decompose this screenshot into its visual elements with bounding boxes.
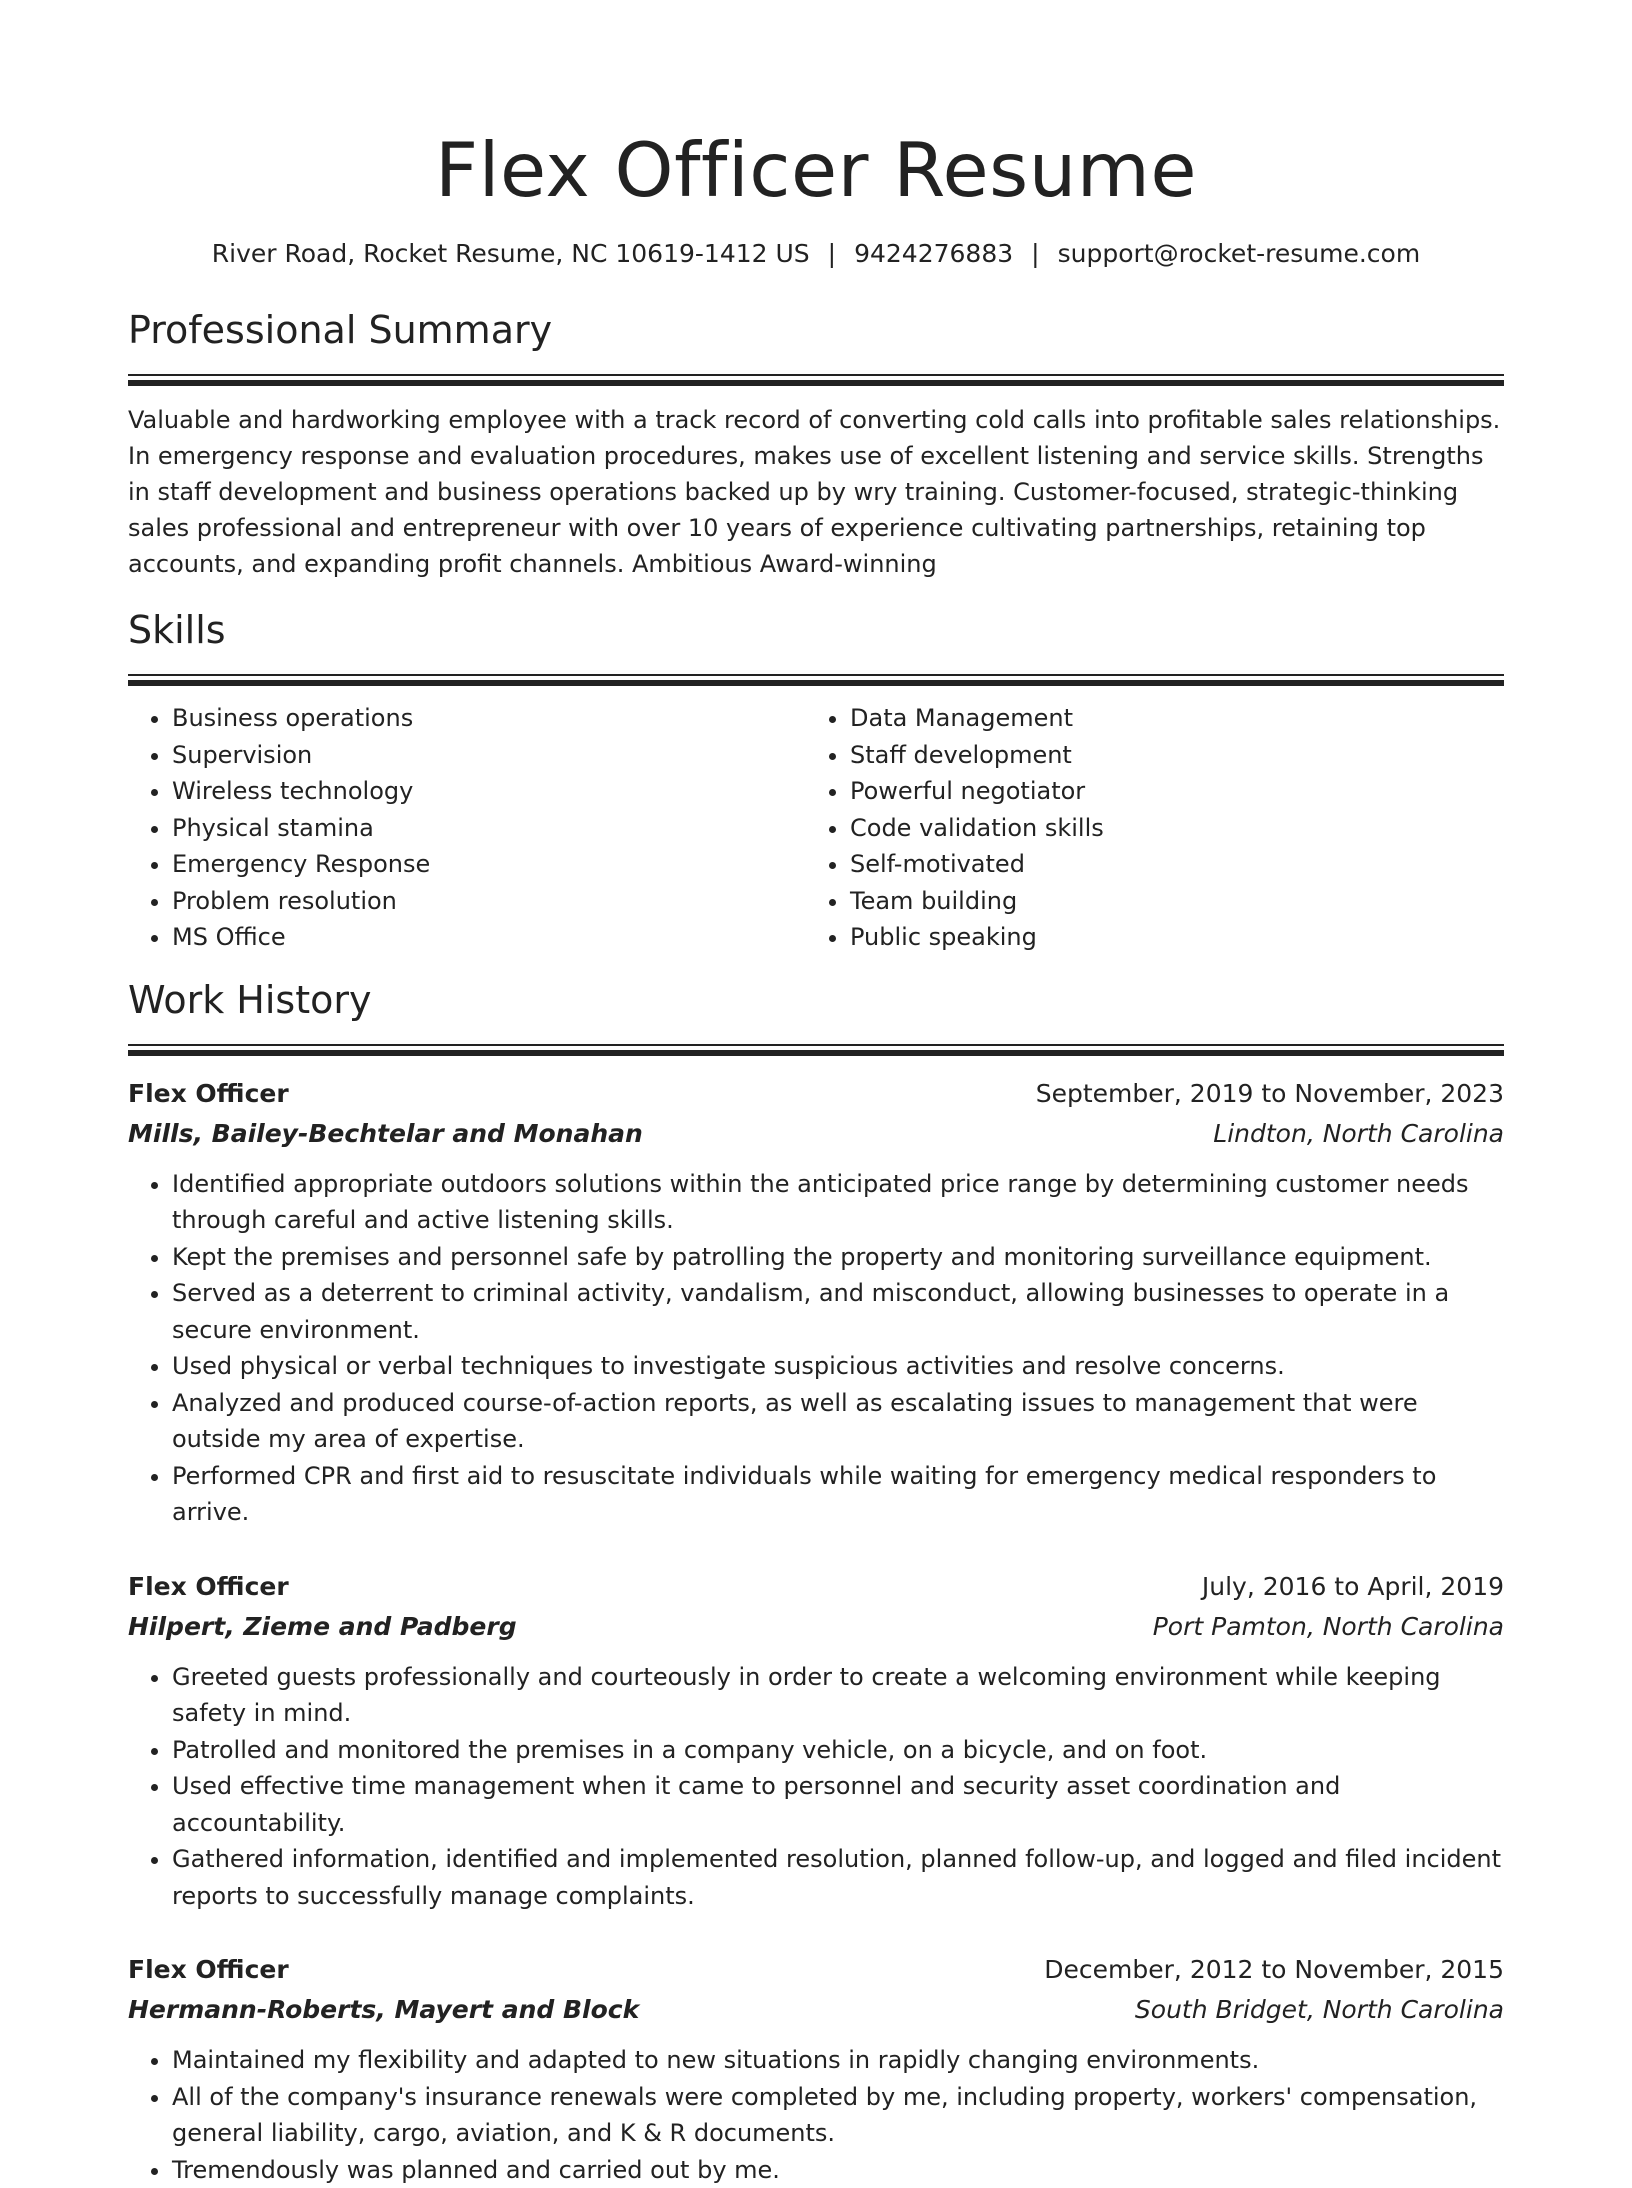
job-location: Lindton, North Carolina <box>1213 1114 1504 1154</box>
section-skills <box>128 606 1504 956</box>
job-dates: July, 2016 to April, 2019 <box>1202 1567 1504 1607</box>
job-bullet: • Performed CPR and first aid to resuscitate individuals while waiting for emergency medical responders to arrive. <box>172 1458 1504 1531</box>
skill-item: • MS Office <box>172 919 806 956</box>
job-bullet: • Identified appropriate outdoors solutions within the anticipated price range by determining customer needs through careful and active listening skills. <box>172 1166 1504 1239</box>
job-company-row <box>128 1607 1504 1647</box>
skill-item: • Team building <box>850 883 1484 920</box>
skill-item: • Public speaking <box>850 919 1484 956</box>
section-divider-thin <box>128 674 1504 676</box>
summary-text: Valuable and hardworking employee with a track record of converting cold calls into profitable sales relationships. In emergency response and evaluation procedures, makes use of excellent listening and service skills. Strengths in staff development and business operations backed up by wry training. Customer-focused, strategic-thinking sales professional and entrepreneur with over 10 years of experience cultivating partnerships, retaining top accounts, and expanding profit channels. Ambitious Award-winning <box>128 402 1504 582</box>
skill-item: • Business operations <box>172 700 806 737</box>
job-bullet: • Greeted guests professionally and courteously in order to create a welcoming environment while keeping safety in mind. <box>172 1659 1504 1732</box>
job-bullets <box>128 1166 1504 1531</box>
section-divider-thin <box>128 374 1504 376</box>
section-divider-thick <box>128 380 1504 386</box>
contact-line <box>128 236 1504 272</box>
skill-item: • Emergency Response <box>172 846 806 883</box>
job-location: Port Pamton, North Carolina <box>1153 1607 1504 1647</box>
contact-phone: 9424276883 <box>854 239 1013 268</box>
job-bullet: • Maintained my flexibility and adapted to new situations in rapidly changing environments. <box>172 2042 1504 2079</box>
skill-item: • Powerful negotiator <box>850 773 1484 810</box>
job-company: Hermann-Roberts, Mayert and Block <box>128 1990 639 2030</box>
skill-item: • Physical stamina <box>172 810 806 847</box>
job-bullet: • Kept the premises and personnel safe by patrolling the property and monitoring surveillance equipment. <box>172 1239 1504 1276</box>
skills-columns <box>128 700 1504 956</box>
section-work-history <box>128 976 1504 2188</box>
job-bullet: • Patrolled and monitored the premises in a company vehicle, on a bicycle, and on foot. <box>172 1732 1504 1769</box>
job-bullet: • Analyzed and produced course-of-action reports, as well as escalating issues to management that were outside my area of expertise. <box>172 1385 1504 1458</box>
section-divider-thin <box>128 1044 1504 1046</box>
skill-item: • Supervision <box>172 737 806 774</box>
contact-separator: | <box>1031 236 1039 272</box>
job-bullet: • Served as a deterrent to criminal activity, vandalism, and misconduct, allowing businesses to operate in a secure environment. <box>172 1275 1504 1348</box>
job-bullet: • Tremendously was planned and carried out by me. <box>172 2152 1504 2188</box>
job-entry <box>128 1567 1504 1915</box>
skill-item: • Self-motivated <box>850 846 1484 883</box>
skills-list-left <box>128 700 806 956</box>
skill-item: • Problem resolution <box>172 883 806 920</box>
job-entry <box>128 1074 1504 1531</box>
job-header-row <box>128 1074 1504 1114</box>
job-title: Flex Officer <box>128 1950 289 1990</box>
job-bullet: • Gathered information, identified and implemented resolution, planned follow-up, and logged and filed incident reports to successfully manage complaints. <box>172 1841 1504 1914</box>
contact-separator: | <box>828 236 836 272</box>
section-title-work: Work History <box>128 976 1504 1024</box>
skills-list-right <box>806 700 1484 956</box>
job-dates: September, 2019 to November, 2023 <box>1036 1074 1504 1114</box>
skill-item: • Staff development <box>850 737 1484 774</box>
job-bullet: • All of the company's insurance renewals were completed by me, including property, workers' compensation, general liability, cargo, aviation, and K & R documents. <box>172 2079 1504 2152</box>
resume-title: Flex Officer Resume <box>128 120 1504 220</box>
job-header-row <box>128 1567 1504 1607</box>
job-location: South Bridget, North Carolina <box>1135 1990 1504 2030</box>
section-title-summary: Professional Summary <box>128 306 1504 354</box>
job-bullet: • Used effective time management when it came to personnel and security asset coordination and accountability. <box>172 1768 1504 1841</box>
skill-item: • Data Management <box>850 700 1484 737</box>
section-professional-summary <box>128 306 1504 582</box>
job-company-row <box>128 1990 1504 2030</box>
job-company: Hilpert, Zieme and Padberg <box>128 1607 517 1647</box>
job-bullets <box>128 1659 1504 1915</box>
skill-item: • Code validation skills <box>850 810 1484 847</box>
section-divider-thick <box>128 1050 1504 1056</box>
job-bullet: • Used physical or verbal techniques to investigate suspicious activities and resolve concerns. <box>172 1348 1504 1385</box>
job-bullets <box>128 2042 1504 2188</box>
resume-page <box>128 120 1504 2188</box>
section-title-skills: Skills <box>128 606 1504 654</box>
job-company-row <box>128 1114 1504 1154</box>
contact-address: River Road, Rocket Resume, NC 10619-1412 US <box>212 239 810 268</box>
job-title: Flex Officer <box>128 1074 289 1114</box>
contact-email: support@rocket-resume.com <box>1058 239 1421 268</box>
skill-item: • Wireless technology <box>172 773 806 810</box>
job-title: Flex Officer <box>128 1567 289 1607</box>
section-divider-thick <box>128 680 1504 686</box>
job-company: Mills, Bailey-Bechtelar and Monahan <box>128 1114 643 1154</box>
job-dates: December, 2012 to November, 2015 <box>1044 1950 1504 1990</box>
job-entry <box>128 1950 1504 2188</box>
job-header-row <box>128 1950 1504 1990</box>
